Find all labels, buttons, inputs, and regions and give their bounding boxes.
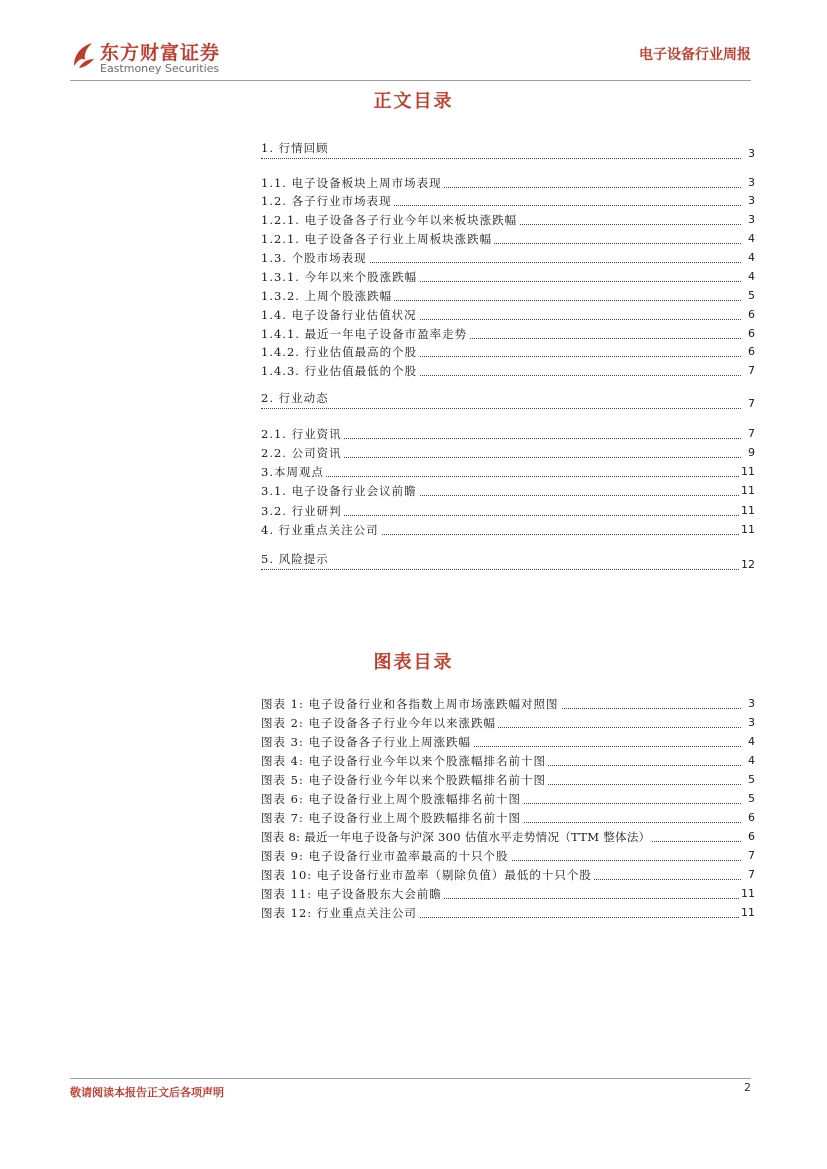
figure-item[interactable] [261, 771, 755, 789]
figure-item-label: 图表 5: 电子设备行业今年以来个股跌幅排名前十图 [261, 773, 546, 787]
toc-item-page: 3 [746, 211, 755, 229]
toc-item-page: 11 [739, 463, 755, 481]
toc-item-page: 7 [746, 362, 755, 380]
toc-item[interactable] [261, 192, 755, 210]
toc-item-label: 3.本周观点 [261, 465, 324, 479]
footer-divider [70, 1078, 751, 1079]
toc-item[interactable] [261, 230, 755, 248]
toc-item-label: 2.2. 公司资讯 [261, 446, 342, 460]
figure-item[interactable] [261, 695, 755, 713]
toc-item-label: 1. 行情回顾 [261, 141, 329, 155]
toc-item-page: 11 [739, 521, 755, 539]
toc-item-page: 6 [746, 343, 755, 361]
figure-item-page: 5 [746, 771, 755, 789]
figure-item-page: 11 [739, 885, 755, 903]
figure-item[interactable] [261, 904, 755, 922]
figure-item-label: 图表 10: 电子设备行业市盈率（剔除负值）最低的十只个股 [261, 868, 592, 882]
toc-item[interactable] [261, 211, 755, 229]
toc-item-label: 2.1. 行业资讯 [261, 427, 342, 441]
toc-item-label: 1.1. 电子设备板块上周市场表现 [261, 176, 442, 190]
figure-item-page: 6 [746, 828, 755, 846]
toc-title: 正文目录 [373, 91, 454, 112]
figure-item[interactable] [261, 809, 755, 827]
toc-item-label: 2. 行业动态 [261, 391, 329, 405]
figure-item-page: 7 [746, 866, 755, 884]
toc-item-label: 1.2.1. 电子设备各子行业今年以来板块涨跌幅 [261, 213, 518, 227]
figure-item-label: 图表 3: 电子设备各子行业上周涨跌幅 [261, 735, 472, 749]
figure-item-page: 3 [746, 714, 755, 732]
figures-title: 图表目录 [373, 652, 454, 673]
toc-item[interactable] [261, 287, 755, 305]
toc-item-label: 1.4.2. 行业估值最高的个股 [261, 345, 418, 359]
toc-item-page: 12 [739, 556, 755, 574]
figure-item-label: 图表 4: 电子设备行业今年以来个股涨幅排名前十图 [261, 754, 546, 768]
toc-item-label: 1.4.3. 行业估值最低的个股 [261, 364, 418, 378]
figure-item[interactable] [261, 866, 755, 884]
eastmoney-logo-icon [70, 40, 96, 70]
logo-chinese-name: 东方财富证券 [100, 42, 221, 64]
toc-item-label: 1.4.1. 最近一年电子设备市盈率走势 [261, 327, 468, 341]
toc-item[interactable] [261, 249, 755, 267]
report-title: 电子设备行业周报 [639, 47, 751, 63]
figure-item-page: 4 [746, 733, 755, 751]
logo-english-name: Eastmoney Securities [100, 62, 220, 75]
toc-item-page: 4 [746, 268, 755, 286]
toc-item[interactable] [261, 362, 755, 380]
figure-item-page: 11 [739, 904, 755, 922]
toc-item-label: 5. 风险提示 [261, 552, 329, 566]
figure-item-page: 4 [746, 752, 755, 770]
toc-item[interactable] [261, 482, 755, 500]
toc-item-label: 1.3. 个股市场表现 [261, 251, 367, 265]
toc-item-page: 4 [746, 230, 755, 248]
toc-item-page: 5 [746, 287, 755, 305]
toc-item-label: 1.2.1. 电子设备各子行业上周板块涨跌幅 [261, 232, 493, 246]
toc-item-page: 3 [746, 145, 755, 163]
toc-item-label: 1.3.1. 今年以来个股涨跌幅 [261, 270, 418, 284]
toc-item[interactable] [261, 389, 755, 413]
figure-item-label: 图表 9: 电子设备行业市盈率最高的十只个股 [261, 849, 509, 863]
toc-item-page: 11 [739, 482, 755, 500]
figure-item-label: 图表 8: 最近一年电子设备与沪深 300 估值水平走势情况（TTM 整体法） [261, 830, 651, 844]
toc-item[interactable] [261, 550, 755, 574]
toc-item[interactable] [261, 463, 755, 481]
toc-item[interactable] [261, 521, 755, 539]
figure-item-label: 图表 6: 电子设备行业上周个股涨幅排名前十图 [261, 792, 521, 806]
toc-item[interactable] [261, 268, 755, 286]
figure-item-page: 5 [746, 790, 755, 808]
toc-item[interactable] [261, 444, 755, 462]
toc-item[interactable] [261, 502, 755, 520]
toc-item-label: 1.2. 各子行业市场表现 [261, 194, 392, 208]
toc-item-label: 4. 行业重点关注公司 [261, 523, 379, 537]
toc-item-label: 1.4. 电子设备行业估值状况 [261, 308, 417, 322]
figure-item[interactable] [261, 828, 755, 846]
figure-item-page: 6 [746, 809, 755, 827]
page-number: 2 [744, 1081, 751, 1094]
figure-item[interactable] [261, 790, 755, 808]
figure-item[interactable] [261, 885, 755, 903]
figure-item-label: 图表 2: 电子设备各子行业今年以来涨跌幅 [261, 716, 497, 730]
toc-item-page: 11 [739, 502, 755, 520]
figure-item[interactable] [261, 847, 755, 865]
figure-item-label: 图表 7: 电子设备行业上周个股跌幅排名前十图 [261, 811, 521, 825]
figure-item[interactable] [261, 752, 755, 770]
figure-item-label: 图表 1: 电子设备行业和各指数上周市场涨跌幅对照图 [261, 697, 559, 711]
toc-item[interactable] [261, 343, 755, 361]
figure-item-page: 3 [746, 695, 755, 713]
toc-item-label: 3.1. 电子设备行业会议前瞻 [261, 484, 417, 498]
toc-item[interactable] [261, 425, 755, 443]
figure-item[interactable] [261, 733, 755, 751]
toc-item-page: 7 [746, 425, 755, 443]
header-divider [70, 80, 751, 81]
toc-item-page: 3 [746, 174, 755, 192]
figure-item-page: 7 [746, 847, 755, 865]
toc-item-label: 3.2. 行业研判 [261, 504, 342, 518]
figure-item-label: 图表 12: 行业重点关注公司 [261, 906, 417, 920]
toc-item-label: 1.3.2. 上周个股涨跌幅 [261, 289, 393, 303]
toc-item[interactable] [261, 174, 755, 192]
toc-item[interactable] [261, 325, 755, 343]
company-logo [70, 38, 240, 78]
toc-item[interactable] [261, 306, 755, 324]
toc-item-page: 6 [746, 306, 755, 324]
toc-item-page: 9 [746, 444, 755, 462]
footer-disclaimer: 敬请阅读本报告正文后各项声明 [70, 1086, 224, 1099]
toc-item-page: 7 [746, 395, 755, 413]
figure-item-label: 图表 11: 电子设备股东大会前瞻 [261, 887, 442, 901]
toc-item-page: 4 [746, 249, 755, 267]
figure-item[interactable] [261, 714, 755, 732]
toc-item-page: 3 [746, 192, 755, 210]
toc-item-page: 6 [746, 325, 755, 343]
toc-item[interactable] [261, 139, 755, 163]
